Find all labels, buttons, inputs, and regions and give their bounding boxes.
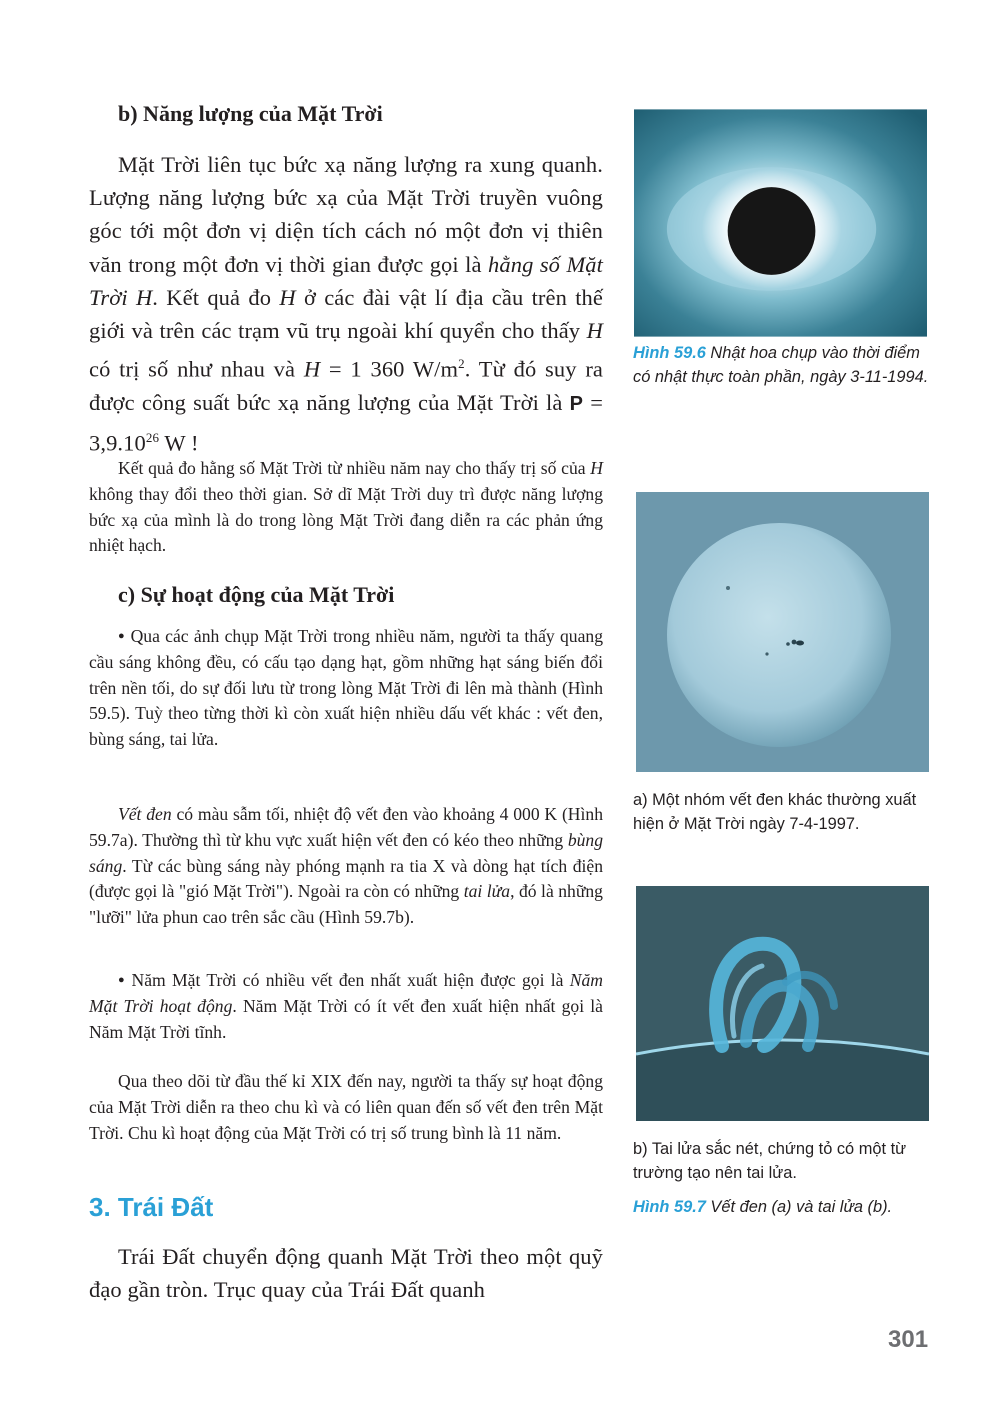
paragraph-sunspots: Vết đen có màu sẫm tối, nhiệt độ vết đen vào khoảng 4 000 K (Hình 59.7a). Thường thì từ khu vực xuất hiện vết đen có kéo theo những bùng sáng. Từ các bùng sáng này phóng mạnh ra tia X và dòng hạt tích điện (được gọi là "gió Mặt Trời"). Ngoài ra còn có những tai lửa, đó là những "lưỡi" lửa phun cao trên sắc cầu (Hình 59.7b). xyxy=(89,804,603,928)
prominence-photo xyxy=(636,886,929,1121)
section-heading-c: c) Sự hoạt động của Mặt Trời xyxy=(118,582,395,607)
paragraph-solar-energy: Mặt Trời liên tục bức xạ năng lượng ra xung quanh. Lượng năng lượng bức xạ của Mặt Trời truyền vuông góc tới một đơn vị diện tích cách nó một đơn vị thiên văn trong một đơn vị thời gian được gọi là hằng số Mặt Trời H. Kết quả đo H ở các đài vật lí địa cầu trên thế giới và trên các trạm vũ trụ ngoài khí quyển cho thấy H có trị số như nhau và H = 1 360 $W/m^2$. Từ đó suy ra được công suất bức xạ năng lượng của Mặt Trời là $P = 3,9.10^{26}$ W ! xyxy=(89,152,603,456)
caption-fig-59-7a: a) Một nhóm vết đen khác thường xuất hiện ở Mặt Trời ngày 7-4-1997. xyxy=(633,791,917,833)
section-heading-earth: 3. Trái Đất xyxy=(89,1192,214,1222)
paragraph-earth: Trái Đất chuyển động quanh Mặt Trời theo một quỹ đạo gần tròn. Trục quay của Trái Đất quanh xyxy=(89,1244,603,1303)
page-number: 301 xyxy=(888,1326,929,1353)
caption-fig-59-7b: b) Tai lửa sắc nét, chứng tỏ có một từ trường tạo nên tai lửa. xyxy=(633,1140,907,1182)
section-heading-b: b) Năng lượng của Mặt Trời xyxy=(118,101,383,126)
paragraph-solar-constant-note: Kết quả đo hằng số Mặt Trời từ nhiều năm nay cho thấy trị số của H không thay đổi theo thời gian. Sở dĩ Mặt Trời duy trì được năng lượng bức xạ của mình là do trong lòng Mặt Trời đang diễn ra các phản ứng nhiệt hạch. xyxy=(89,458,603,556)
paragraph-solar-cycle: Qua theo dõi từ đầu thế kỉ XIX đến nay, người ta thấy sự hoạt động của Mặt Trời diễn ra theo chu kì và có liên quan đến số vết đen trên Mặt Trời. Chu kì hoạt động của Mặt Trời có trị số trung bình là 11 năm. xyxy=(89,1071,603,1143)
sunspots-photo xyxy=(636,492,929,772)
term-solar-constant: hằng số Mặt Trời H xyxy=(89,251,603,310)
paragraph-active-year: ● Năm Mặt Trời có nhiều vết đen nhất xuất hiện được gọi là Năm Mặt Trời hoạt động. Năm Mặt Trời có ít vết đen xuất hiện nhất gọi là Năm Mặt Trời tĩnh. xyxy=(89,968,603,1045)
corona-photo xyxy=(634,109,927,337)
caption-fig-59-7: Hình 59.7 Vết đen (a) và tai lửa (b). xyxy=(633,1198,893,1216)
paragraph-solar-activity-1: ● Qua các ảnh chụp Mặt Trời trong nhiều năm, người ta thấy quang cầu sáng không đều, có cấu tạo dạng hạt, gồm những hạt sáng biến đổi trên nền tối, do sự đối lưu từ trong lòng Mặt Trời đi lên mà thành (Hình 59.5). Tuỳ theo từng thời kì còn xuất hiện nhiều dấu vết khác : vết đen, bùng sáng, tai lửa. xyxy=(89,624,603,753)
caption-fig-59-6: Hình 59.6 Nhật hoa chụp vào thời điểm có nhật thực toàn phần, ngày 3-11-1994. xyxy=(633,344,929,386)
power-symbol: P xyxy=(569,392,584,415)
